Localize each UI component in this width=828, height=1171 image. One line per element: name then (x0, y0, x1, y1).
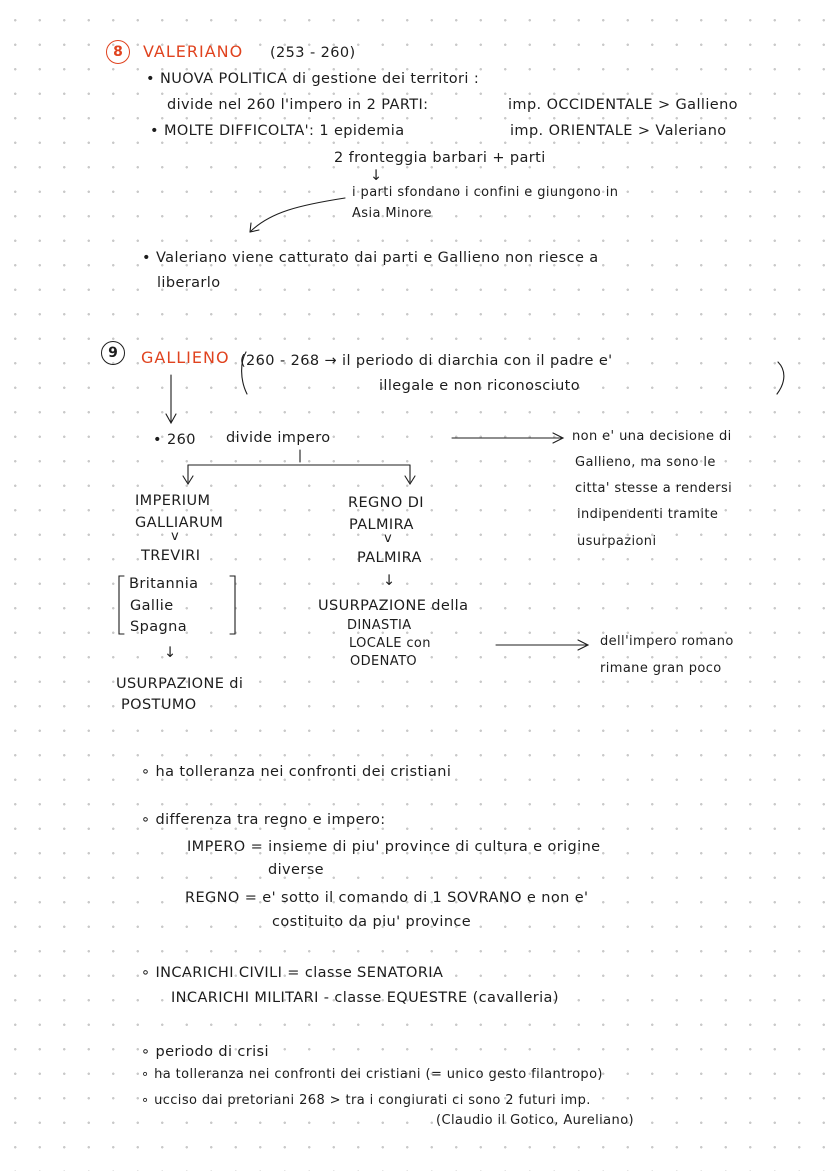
down-arrow-icon: ↓ (370, 168, 383, 184)
bullet-ucciso: ∘ ucciso dai pretoriani 268 > tra i congiurati ci sono 2 futuri imp. (141, 1093, 591, 1108)
gallieno-divide: divide impero (226, 430, 331, 446)
valeriano-dates: (253 - 260) (270, 45, 356, 61)
left-foot-2: POSTUMO (121, 697, 197, 713)
left-v: v (171, 529, 180, 544)
right-head-1: REGNO DI (348, 495, 424, 511)
valeriano-line-5: i parti sfondano i confini e giungono in (352, 185, 619, 200)
section-title-valeriano: VALERIANO (143, 42, 244, 61)
note2-line-1: dell'impero romano (600, 634, 734, 649)
right-down-arrow-icon: ↓ (383, 573, 396, 589)
valeriano-line-2: divide nel 260 l'impero in 2 PARTI: (167, 97, 429, 113)
bullet-ucciso-2: (Claudio il Gotico, Aureliano) (436, 1113, 635, 1128)
valeriano-line-3: • MOLTE DIFFICOLTA': 1 epidemia (150, 123, 405, 139)
left-list-1: Britannia (129, 576, 199, 592)
right-v: v (384, 531, 393, 546)
note1-line-3: citta' stesse a rendersi (575, 481, 733, 496)
valeriano-line-4: 2 fronteggia barbari + parti (334, 150, 546, 166)
gallieno-paren-1: (260 - 268 → il periodo di diarchia con il padre e' (240, 353, 613, 369)
section-title-gallieno: GALLIENO (141, 348, 230, 367)
section-number-9: 9 (101, 341, 125, 365)
note1-line-1: non e' una decisione di (572, 429, 732, 444)
right-list-3: LOCALE con (349, 636, 431, 651)
gallieno-year: • 260 (153, 432, 196, 448)
left-list-3: Spagna (130, 619, 187, 635)
bullet-crisi: ∘ periodo di crisi (141, 1044, 269, 1060)
incarichi-militari: INCARICHI MILITARI - classe EQUESTRE (cavalleria) (171, 990, 559, 1006)
regno-definition-2: costituito da piu' province (272, 914, 472, 930)
left-head-1: IMPERIUM (135, 493, 211, 509)
right-list-4: ODENATO (350, 654, 418, 669)
note1-line-2: Gallieno, ma sono le (575, 455, 716, 470)
valeriano-line-8: liberarlo (157, 275, 221, 291)
left-down-arrow-icon: ↓ (164, 645, 177, 661)
impero-definition-2: diverse (268, 862, 324, 878)
valeriano-line-3b: imp. ORIENTALE > Valeriano (510, 123, 727, 139)
incarichi-civili: ∘ INCARICHI CIVILI = classe SENATORIA (141, 965, 444, 981)
bullet-tolleranza: ∘ ha tolleranza nei confronti dei cristiani (141, 764, 452, 780)
valeriano-line-6: Asia Minore (352, 206, 432, 221)
note2-line-2: rimane gran poco (600, 661, 722, 676)
gallieno-paren-2: illegale e non riconosciuto (379, 378, 581, 394)
note1-line-4: indipendenti tramite (577, 507, 719, 522)
section-number-8: 8 (106, 40, 130, 64)
left-list-2: Gallie (130, 598, 174, 614)
note1-line-5: usurpazioni (577, 534, 657, 549)
valeriano-line-7: • Valeriano viene catturato dai parti e Gallieno non riesce a (142, 250, 599, 266)
right-head-2: PALMIRA (349, 517, 414, 533)
bullet-differenza: ∘ differenza tra regno e impero: (141, 812, 386, 828)
left-foot-1: USURPAZIONE di (116, 676, 244, 692)
valeriano-line-2b: imp. OCCIDENTALE > Gallieno (508, 97, 738, 113)
left-capital: TREVIRI (141, 548, 201, 564)
impero-definition: IMPERO = insieme di piu' province di cultura e origine (187, 839, 601, 855)
bullet-tolleranza-2: ∘ ha tolleranza nei confronti dei cristiani (= unico gesto filantropo) (141, 1067, 603, 1082)
right-list-2: DINASTIA (347, 618, 412, 633)
right-list-1: USURPAZIONE della (318, 598, 469, 614)
regno-definition: REGNO = e' sotto il comando di 1 SOVRANO e non e' (185, 890, 589, 906)
valeriano-line-1: • NUOVA POLITICA di gestione dei territori : (146, 71, 480, 87)
left-head-2: GALLIARUM (135, 515, 224, 531)
right-capital: PALMIRA (357, 550, 422, 566)
